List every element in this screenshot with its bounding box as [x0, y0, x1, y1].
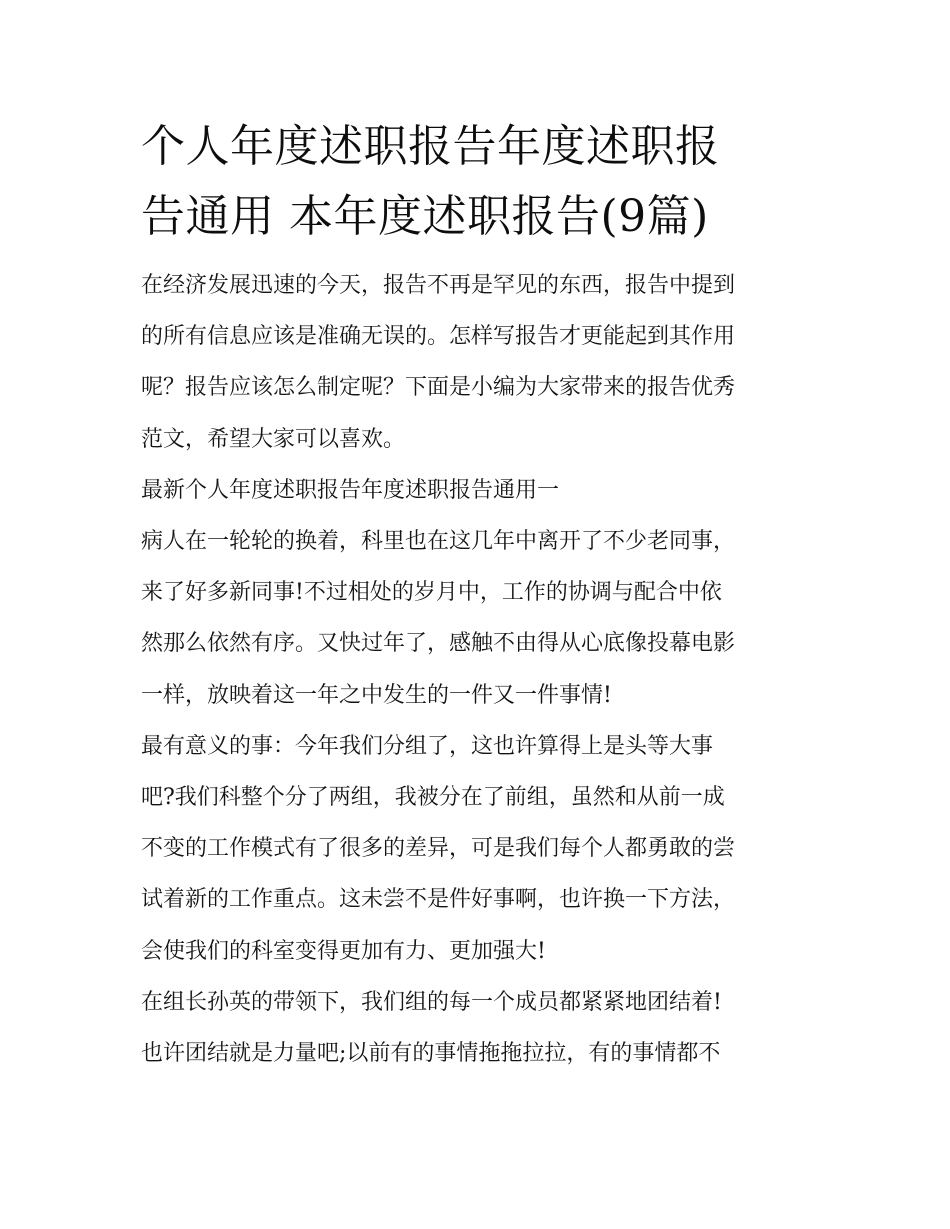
title-line: 告通用 本年度述职报告(9篇)	[141, 191, 709, 242]
body-line: 的所有信息应该是准确无误的。怎样写报告才更能起到其作用	[141, 324, 736, 350]
body-line: 不变的工作模式有了很多的差异，可是我们每个人都勇敢的尝	[141, 836, 736, 862]
title-line: 个人年度述职报告年度述职报	[141, 121, 720, 172]
body-line: 范文，希望大家可以喜欢。	[141, 426, 406, 452]
body-line: 会使我们的科室变得更加有力、更加强大!	[141, 938, 546, 964]
body-line: 在经济发展迅速的今天，报告不再是罕见的东西，报告中提到	[141, 273, 736, 298]
body-line: 然那么依然有序。又快过年了，感触不由得从心底像投幕电影	[141, 631, 736, 657]
body-line: 也许团结就是力量吧;以前有的事情拖拖拉拉，有的事情都不	[141, 1041, 721, 1067]
body-line: 呢？报告应该怎么制定呢？下面是小编为大家带来的报告优秀	[141, 375, 736, 401]
section-heading: 最新个人年度述职报告年度述职报告通用一	[141, 477, 560, 503]
document-body	[141, 260, 816, 1079]
body-line: 病人在一轮轮的换着，科里也在这几年中离开了不少老同事，	[141, 529, 736, 555]
body-line: 在组长孙英的带领下，我们组的每一个成员都紧紧地团结着!	[141, 989, 722, 1015]
body-line: 来了好多新同事!不过相处的岁月中，工作的协调与配合中依	[141, 580, 722, 606]
body-line: 一样，放映着这一年之中发生的一件又一件事情!	[141, 682, 612, 708]
body-line: 试着新的工作重点。这未尝不是件好事啊，也许换一下方法，	[141, 887, 736, 913]
document-title	[141, 112, 816, 252]
body-line: 最有意义的事：今年我们分组了，这也许算得上是头等大事	[141, 733, 714, 759]
document-content	[141, 112, 816, 1079]
body-line: 吧?我们科整个分了两组，我被分在了前组，虽然和从前一成	[141, 785, 725, 811]
